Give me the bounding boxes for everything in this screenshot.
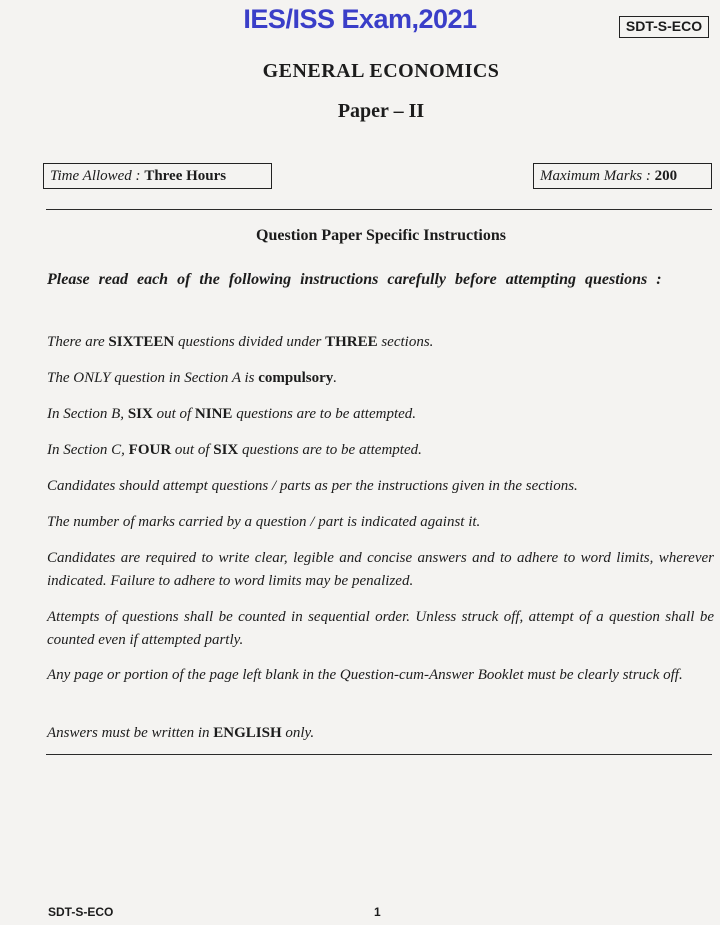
instruction-section-b: In Section B, SIX out of NINE questions are to be attempted. bbox=[47, 406, 417, 422]
instruction-sections-count: There are SIXTEEN questions divided under THREE sections. bbox=[47, 334, 434, 350]
instruction-word-limits: Candidates are required to write clear, legible and concise answers and to adhere to word limits, wherever indicated. Failure to adhere to word limits may be penalized. bbox=[47, 550, 714, 589]
instructions-heading: Question Paper Specific Instructions bbox=[256, 227, 506, 244]
instruction-parts: Candidates should attempt questions / parts as per the instructions given in the sections. bbox=[47, 478, 578, 494]
page-number: 1 bbox=[374, 905, 381, 919]
instruction-section-a: The ONLY question in Section A is compulsory. bbox=[47, 370, 337, 386]
subject-title: GENERAL ECONOMICS bbox=[262, 60, 500, 82]
instruction-sequential-order: Attempts of questions shall be counted in sequential order. Unless struck off, attempt of a question shall be counted even if attempted partly. bbox=[47, 609, 714, 648]
footer-paper-code: SDT-S-ECO bbox=[48, 905, 114, 919]
time-value: Three Hours bbox=[144, 168, 227, 184]
instruction-blank-pages: Any page or portion of the page left blank in the Question-cum-Answer Booklet must be clearly struck off. bbox=[47, 667, 683, 683]
maximum-marks-box bbox=[533, 163, 712, 189]
paper-code-badge: SDT-S-ECO bbox=[619, 16, 709, 38]
instructions-lead: Please read each of the following instructions carefully before attempting questions : bbox=[47, 271, 662, 288]
marks-label: Maximum Marks : bbox=[540, 168, 651, 184]
instruction-section-c: In Section C, FOUR out of SIX questions are to be attempted. bbox=[47, 442, 422, 458]
exam-title: IES/ISS Exam,2021 bbox=[243, 4, 477, 34]
divider-top bbox=[46, 209, 712, 210]
paper-number: Paper – II bbox=[337, 100, 425, 122]
time-allowed-box bbox=[43, 163, 272, 189]
instruction-language: Answers must be written in ENGLISH only. bbox=[47, 725, 315, 741]
divider-bottom bbox=[46, 754, 712, 755]
marks-value: 200 bbox=[654, 168, 678, 184]
time-label: Time Allowed : bbox=[50, 168, 141, 184]
instruction-marks: The number of marks carried by a question / part is indicated against it. bbox=[47, 514, 481, 530]
